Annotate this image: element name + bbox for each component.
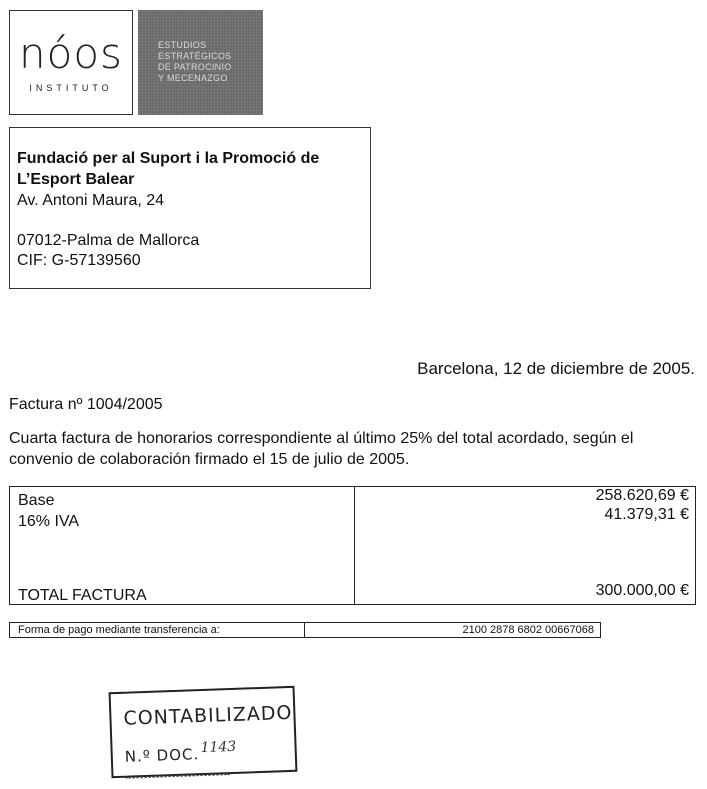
base-value: 258.620,69 € xyxy=(595,487,689,504)
logo-panel xyxy=(138,10,263,115)
recipient-street: Av. Antoni Maura, 24 xyxy=(17,192,165,209)
recipient-cif: CIF: G-57139560 xyxy=(17,252,141,269)
logo-panel-text: ESTUDIOS ESTRATÉGICOS DE PATROCINIO Y MECENAZGO xyxy=(158,40,232,83)
payment-row xyxy=(9,622,601,638)
iva-value: 41.379,31 € xyxy=(604,506,689,523)
accounting-stamp xyxy=(109,686,298,778)
recipient-name: Fundació per al Suport i la Promoció de L’Esport Balear xyxy=(17,150,320,188)
stamp-dotted-line xyxy=(126,773,230,779)
stamp-handwritten-number: 1143 xyxy=(200,738,237,757)
total-label: TOTAL FACTURA xyxy=(18,587,147,604)
base-label: Base xyxy=(18,492,55,509)
stamp-doc-label: N.º DOC. xyxy=(124,745,200,766)
payment-label: Forma de pago mediante transferencia a: xyxy=(18,624,220,636)
invoice-description: Cuarta factura de honorarios correspondiente al último 25% del total acordado, según el convenio de colaboración firmado el 15 de julio de 2005. xyxy=(9,430,634,468)
table-column-divider xyxy=(354,487,355,604)
recipient-city: 07012-Palma de Mallorca xyxy=(17,232,200,249)
payment-account-number: 2100 2878 6802 00667068 xyxy=(462,624,594,636)
date-line: Barcelona, 12 de diciembre de 2005. xyxy=(417,359,695,378)
stamp-title: CONTABILIZADO xyxy=(123,701,293,730)
total-value: 300.000,00 € xyxy=(595,582,689,599)
logo-wordmark: nóos xyxy=(19,29,123,78)
iva-label: 16% IVA xyxy=(18,513,80,530)
logo-noos xyxy=(9,10,133,115)
invoice-number: Factura nº 1004/2005 xyxy=(9,396,163,413)
invoice-table xyxy=(9,486,696,605)
recipient-address-box xyxy=(9,127,371,289)
logo-subtitle: INSTITUTO xyxy=(29,83,113,93)
payment-divider xyxy=(304,623,305,637)
